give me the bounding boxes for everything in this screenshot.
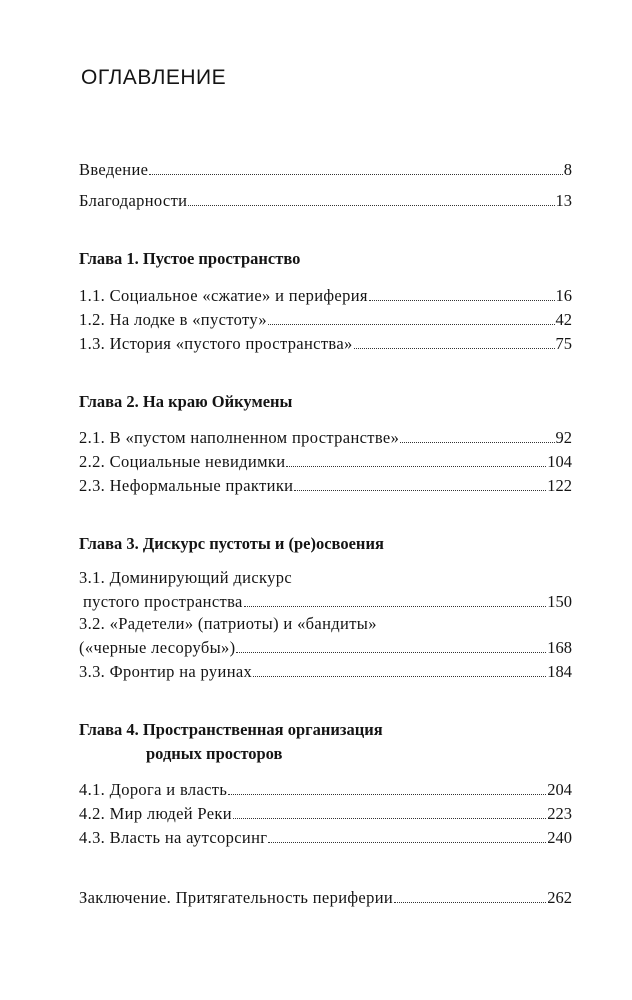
entry-page-number: 150 bbox=[547, 592, 572, 611]
entry-page-number: 75 bbox=[555, 334, 572, 353]
entry-page-number: 104 bbox=[547, 452, 572, 471]
toc-entry-1-1[interactable] bbox=[79, 284, 572, 306]
dot-leader bbox=[354, 348, 555, 349]
entry-label: 2.2. Социальные невидимки bbox=[79, 452, 286, 471]
dot-leader bbox=[253, 676, 546, 677]
entry-page-number: 223 bbox=[547, 804, 572, 823]
chapter-4-title-line2: родных просторов bbox=[146, 744, 283, 763]
entry-page-number: 204 bbox=[547, 780, 572, 799]
dot-leader bbox=[400, 442, 554, 443]
entry-label: 4.1. Дорога и власть bbox=[79, 780, 228, 799]
dot-leader bbox=[228, 794, 546, 795]
toc-entry-1-2[interactable] bbox=[79, 308, 572, 330]
entry-label: («черные лесорубы») bbox=[79, 638, 236, 657]
toc-entry-3-2[interactable] bbox=[79, 636, 572, 658]
dot-leader bbox=[394, 902, 546, 903]
entry-page-number: 92 bbox=[555, 428, 572, 447]
entry-page-number: 168 bbox=[547, 638, 572, 657]
entry-label: 3.3. Фронтир на руинах bbox=[79, 662, 253, 681]
toc-entry-3-3[interactable] bbox=[79, 660, 572, 682]
entry-page-number: 184 bbox=[547, 662, 572, 681]
entry-label: Заключение. Притягательность периферии bbox=[79, 888, 394, 907]
entry-page-number: 13 bbox=[555, 191, 572, 210]
toc-entry-3-2-line1[interactable]: 3.2. «Радетели» (патриоты) и «бандиты» bbox=[79, 614, 377, 633]
entry-label: 1.3. История «пустого пространства» bbox=[79, 334, 353, 353]
dot-leader bbox=[149, 174, 562, 175]
toc-entry-3-1-line1[interactable]: 3.1. Доминирующий дискурс bbox=[79, 568, 293, 587]
entry-page-number: 42 bbox=[555, 310, 572, 329]
toc-entry-3-1[interactable] bbox=[79, 590, 572, 612]
chapter-4-title-line1: Глава 4. Пространственная организация bbox=[79, 720, 383, 739]
entry-label: 2.3. Неформальные практики bbox=[79, 476, 294, 495]
toc-entry-2-3[interactable] bbox=[79, 474, 572, 496]
toc-entry-introduction[interactable] bbox=[79, 158, 572, 180]
entry-page-number: 122 bbox=[547, 476, 572, 495]
toc-entry-acknowledgements[interactable] bbox=[79, 189, 572, 211]
dot-leader bbox=[268, 324, 555, 325]
chapter-4-title[interactable] bbox=[79, 720, 383, 764]
toc-entry-4-3[interactable] bbox=[79, 826, 572, 848]
dot-leader bbox=[188, 205, 554, 206]
dot-leader bbox=[233, 818, 546, 819]
entry-page-number: 8 bbox=[563, 160, 572, 179]
entry-page-number: 240 bbox=[547, 828, 572, 847]
dot-leader bbox=[286, 466, 546, 467]
entry-label: 1.1. Социальное «сжатие» и периферия bbox=[79, 286, 368, 305]
entry-label: 4.3. Власть на аутсорсинг bbox=[79, 828, 268, 847]
toc-entry-2-1[interactable] bbox=[79, 426, 572, 448]
entry-label: пустого пространства bbox=[83, 592, 243, 611]
entry-page-number: 262 bbox=[547, 888, 572, 907]
toc-entry-2-2[interactable] bbox=[79, 450, 572, 472]
entry-label: 2.1. В «пустом наполненном пространстве» bbox=[79, 428, 400, 447]
toc-entry-conclusion[interactable] bbox=[79, 886, 572, 908]
chapter-3-title[interactable]: Глава 3. Дискурс пустоты и (ре)освоения bbox=[79, 534, 384, 553]
entry-label: Введение bbox=[79, 160, 149, 179]
toc-entry-4-1[interactable] bbox=[79, 778, 572, 800]
chapter-2-title[interactable]: Глава 2. На краю Ойкумены bbox=[79, 392, 293, 411]
dot-leader bbox=[294, 490, 546, 491]
entry-label: 4.2. Мир людей Реки bbox=[79, 804, 232, 823]
entry-page-number: 16 bbox=[555, 286, 572, 305]
entry-label: Благодарности bbox=[79, 191, 188, 210]
entry-label: 1.2. На лодке в «пустоту» bbox=[79, 310, 267, 329]
toc-entry-4-2[interactable] bbox=[79, 802, 572, 824]
dot-leader bbox=[369, 300, 555, 301]
dot-leader bbox=[244, 606, 547, 607]
chapter-1-title[interactable]: Глава 1. Пустое пространство bbox=[79, 249, 301, 268]
page-title: ОГЛАВЛЕНИЕ bbox=[81, 66, 227, 89]
dot-leader bbox=[268, 842, 546, 843]
dot-leader bbox=[236, 652, 546, 653]
toc-entry-1-3[interactable] bbox=[79, 332, 572, 354]
